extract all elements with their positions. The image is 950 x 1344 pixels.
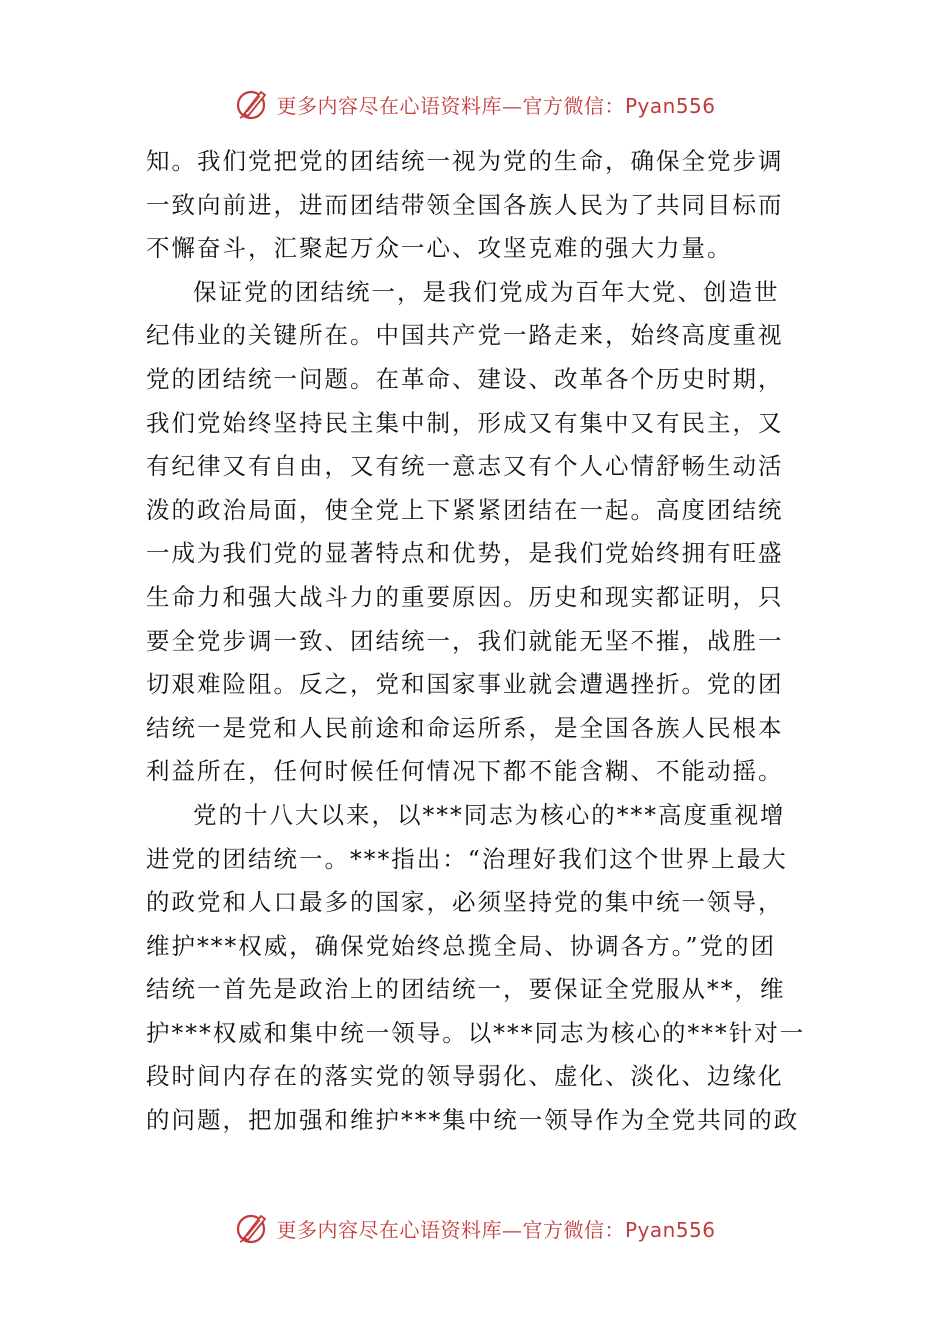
text-line: 一致向前进，进而团结带领全国各族人民为了共同目标而 (146, 190, 784, 219)
text-line: 知。我们党把党的团结统一视为党的生命，确保全党步调 (146, 147, 784, 175)
text-line: 段时间内存在的落实党的领导弱化、虚化、淡化、边缘化 (146, 1062, 784, 1091)
text-line: 的问题，把加强和维护***集中统一领导作为全党共同的政 (146, 1106, 800, 1135)
text-line: 护***权威和集中统一领导。以***同志为核心的***针对一 (146, 1018, 806, 1047)
text-line: 我们党始终坚持民主集中制，形成又有集中又有民主，又 (146, 408, 784, 437)
footer-banner (0, 1208, 950, 1248)
header-banner-text (276, 90, 715, 119)
text-line: 要全党步调一致、团结统一，我们就能无坚不摧，战胜一 (146, 626, 784, 655)
footer-site-text: 更多内容尽在心语资料库—官方微信： (276, 1217, 625, 1242)
text-line: 不懈奋斗，汇聚起万众一心、攻坚克难的强大力量。 (146, 234, 733, 263)
text-line: 结统一是党和人民前途和命运所系，是全国各族人民根本 (146, 713, 784, 742)
text-line: 维护***权威，确保党始终总揽全局、协调各方。”党的团 (146, 931, 777, 960)
header-banner (0, 84, 950, 124)
text-line: 有纪律又有自由，又有统一意志又有个人心情舒畅生动活 (146, 452, 784, 481)
text-line: 党的十八大以来，以***同志为核心的***高度重视增 (193, 800, 786, 829)
text-line: 保证党的团结统一，是我们党成为百年大党、创造世 (193, 277, 780, 306)
text-line: 一成为我们党的显著特点和优势，是我们党始终拥有旺盛 (146, 539, 784, 568)
quill-pen-circle-icon (234, 86, 270, 122)
text-line: 纪伟业的关键所在。中国共产党一路走来，始终高度重视 (146, 321, 784, 350)
text-line: 的政党和人口最多的国家，必须坚持党的集中统一领导， (146, 888, 784, 917)
text-line: 利益所在，任何时候任何情况下都不能含糊、不能动摇。 (146, 757, 784, 786)
text-line: 切艰难险阻。反之，党和国家事业就会遭遇挫折。党的团 (146, 670, 784, 699)
text-line: 进党的团结统一。***指出：“治理好我们这个世界上最大 (146, 844, 788, 873)
document-body (146, 140, 806, 1143)
text-line: 泼的政治局面，使全党上下紧紧团结在一起。高度团结统 (146, 495, 784, 524)
footer-banner-text (276, 1214, 715, 1243)
header-wechat-id: Pyan556 (624, 93, 716, 118)
text-line: 结统一首先是政治上的团结统一，要保证全党服从**，维 (146, 975, 786, 1004)
quill-pen-circle-icon (234, 1210, 270, 1246)
text-line: 生命力和强大战斗力的重要原因。历史和现实都证明，只 (146, 582, 784, 611)
footer-wechat-id: Pyan556 (624, 1217, 716, 1242)
header-site-text: 更多内容尽在心语资料库—官方微信： (276, 93, 625, 118)
text-line: 党的团结统一问题。在革命、建设、改革各个历史时期， (146, 364, 784, 393)
